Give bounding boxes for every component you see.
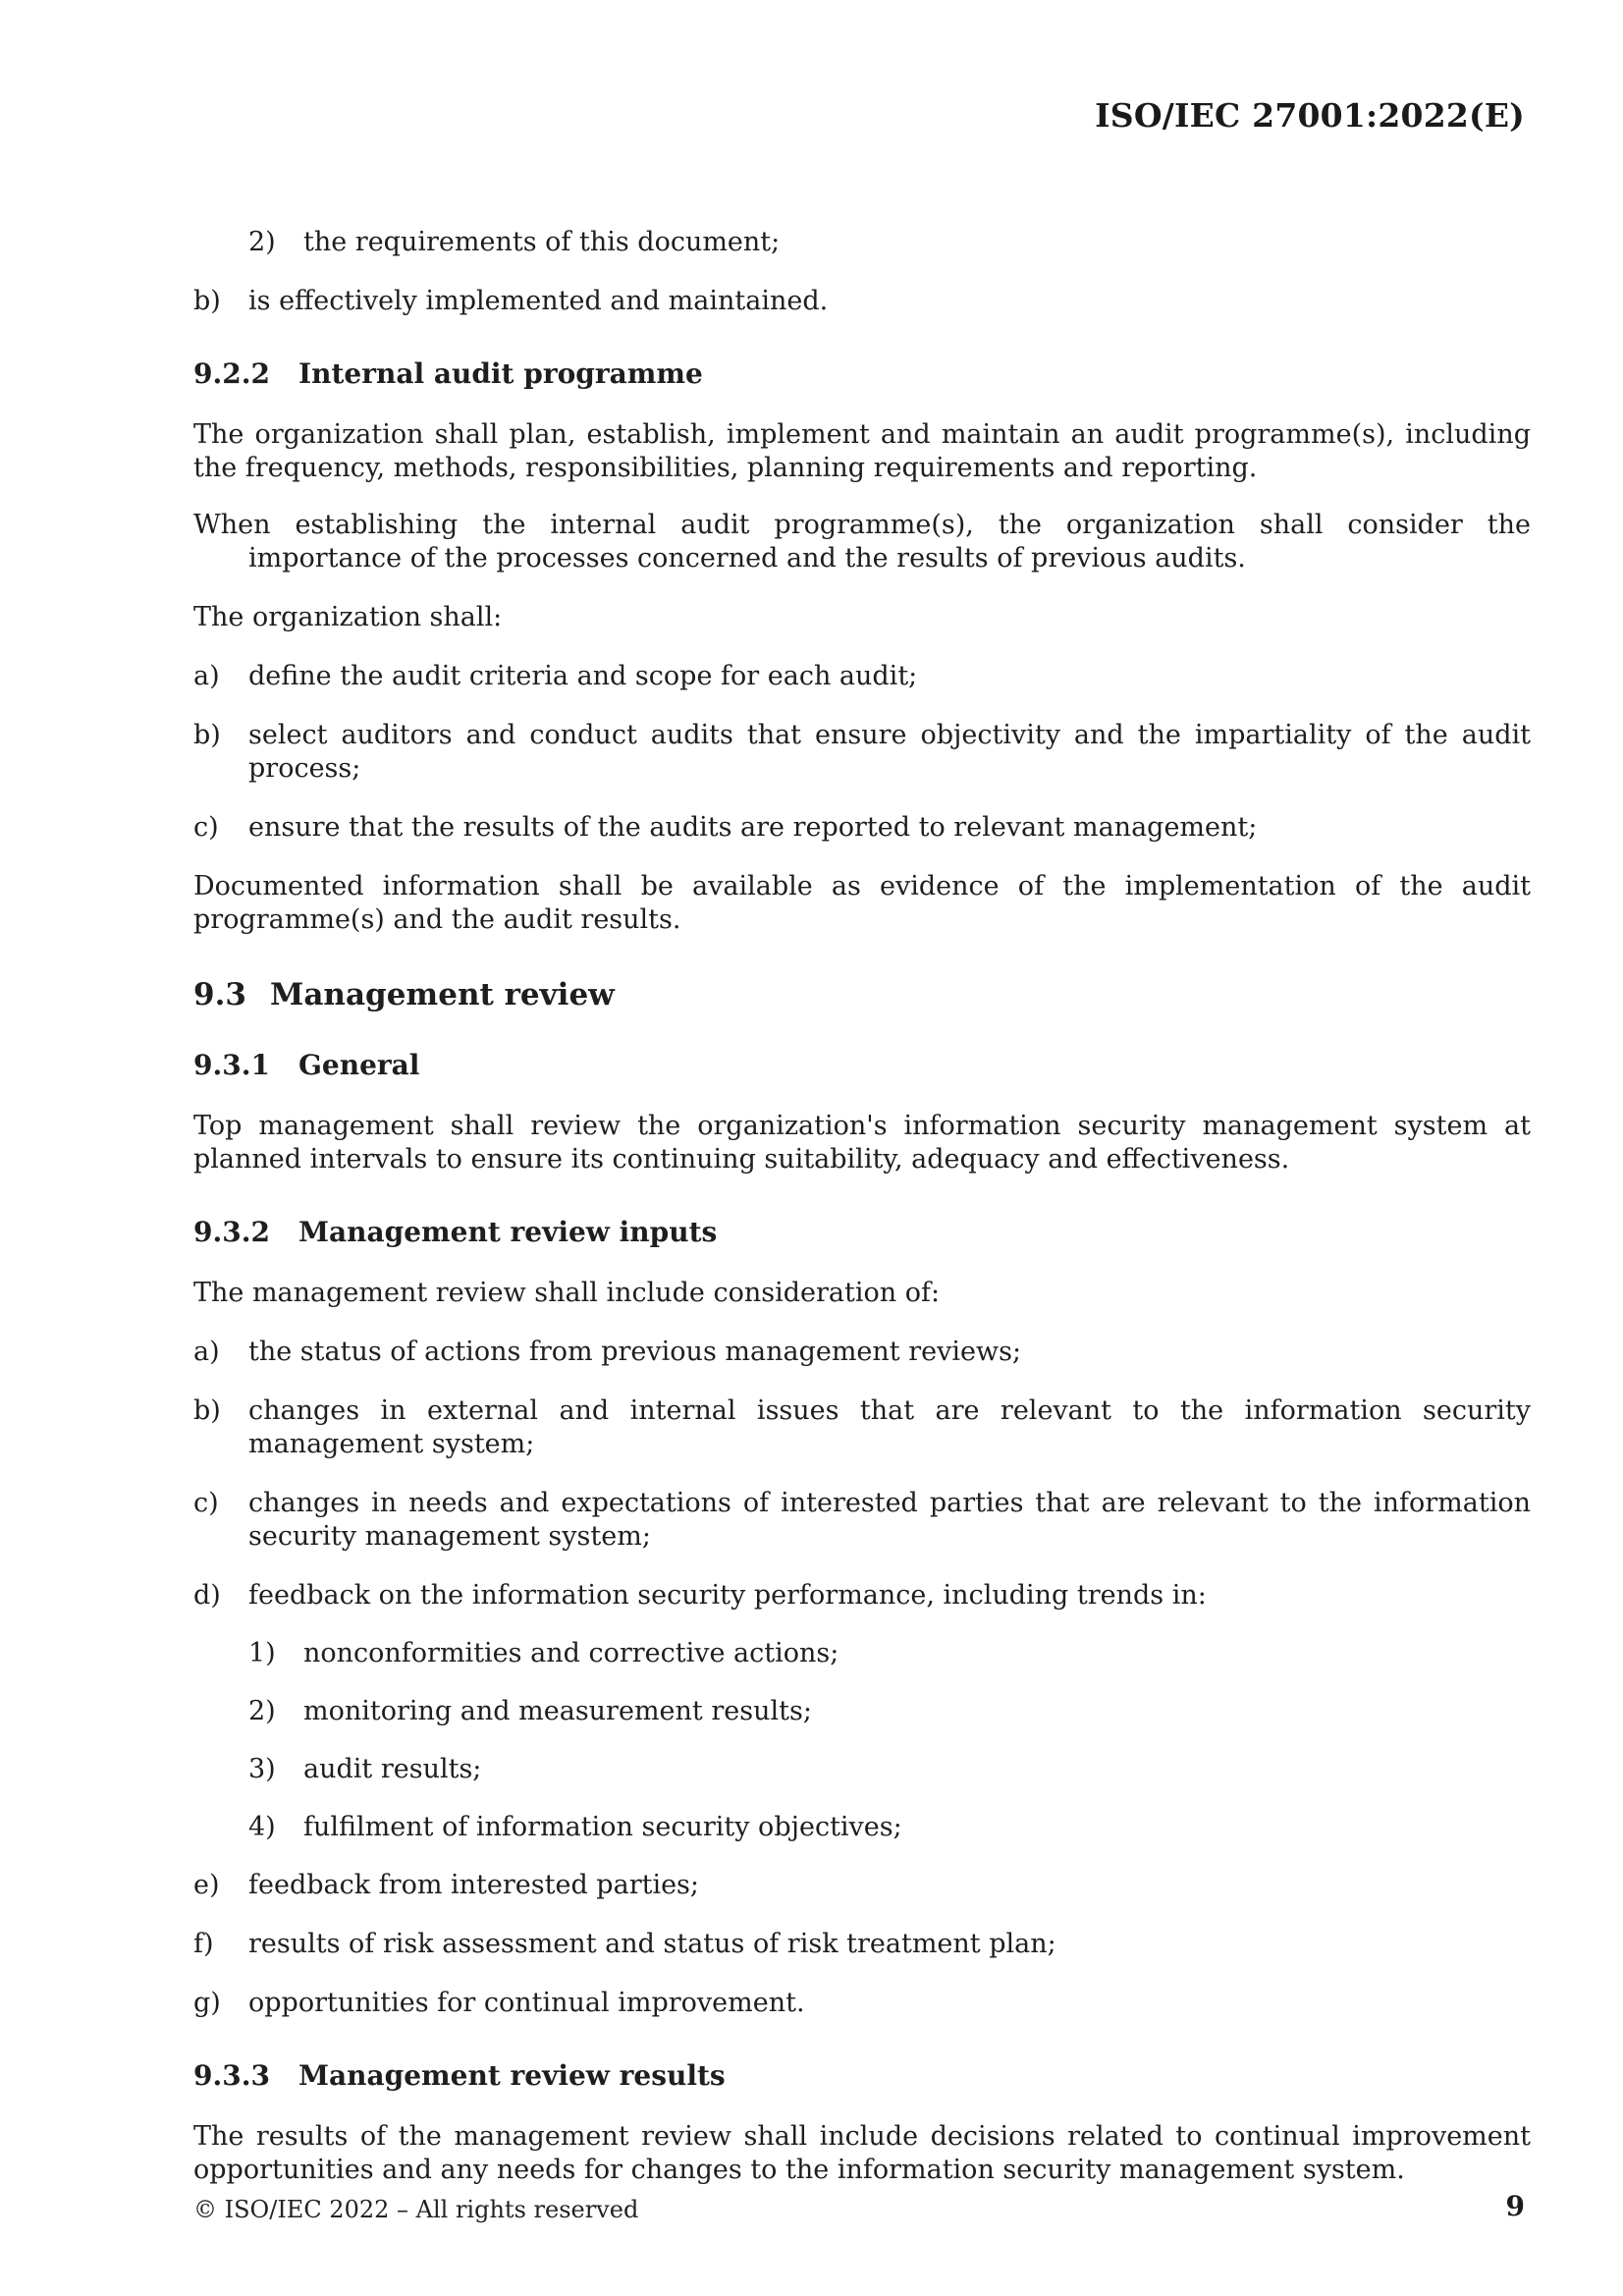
list-item-text: ensure that the results of the audits are reported to relevant management;: [248, 812, 1258, 843]
section-title: Internal audit programme: [298, 357, 703, 390]
section-title: Management review inputs: [298, 1216, 718, 1248]
list-item-text: results of risk assessment and status of risk treatment plan;: [248, 1929, 1056, 1959]
list-item: [193, 1928, 1531, 1961]
paragraph: The organization shall:: [193, 602, 503, 632]
list-item-text: monitoring and measurement results;: [303, 1696, 812, 1726]
list-item-text: the status of actions from previous management reviews;: [248, 1337, 1022, 1367]
list-item: [193, 811, 1531, 845]
list-item-text: feedback from interested parties;: [248, 1870, 700, 1900]
list-item-text: feedback on the information security performance, including trends in:: [248, 1580, 1207, 1611]
section-title: Management review results: [298, 2059, 726, 2092]
list-item: [193, 1394, 1531, 1461]
list-marker: 3): [248, 1754, 276, 1784]
list-item: [193, 1987, 1531, 2020]
list-marker: d): [193, 1580, 221, 1611]
list-item-text: define the audit criteria and scope for each audit;: [248, 661, 918, 691]
sub-list-item: [193, 1637, 1531, 1670]
section-number: 9.3.3: [193, 2059, 270, 2092]
list-marker: 1): [248, 1638, 276, 1668]
section-heading-9-3: [193, 978, 1531, 1011]
document-id-header: ISO/IEC 27001:2022(E): [1095, 96, 1525, 135]
list-marker: f): [193, 1929, 214, 1959]
section-number: 9.2.2: [193, 357, 270, 390]
list-marker: b): [193, 720, 221, 750]
list-marker: b): [193, 286, 221, 316]
list-item-text: changes in external and internal issues that are relevant to the information security management system;: [248, 1395, 1531, 1459]
list-item-text: audit results;: [303, 1754, 482, 1784]
section-title: Management review: [270, 977, 615, 1012]
list-item-text: select auditors and conduct audits that ensure objectivity and the impartiality of the audit process;: [248, 720, 1531, 784]
page-number: 9: [1505, 2190, 1525, 2222]
section-title: General: [298, 1049, 420, 1081]
list-marker: c): [193, 812, 219, 843]
paragraph: The management review shall include consideration of:: [193, 1278, 941, 1308]
sub-list-item: [193, 1811, 1531, 1844]
page-body: [193, 226, 1531, 2187]
list-item-text: opportunities for continual improvement.: [248, 1988, 805, 2018]
section-heading-9-3-3: [193, 2059, 1531, 2093]
sub-list-item: [193, 1695, 1531, 1728]
list-marker: 2): [248, 1696, 276, 1726]
list-item: [193, 1487, 1531, 1554]
list-item-text: nonconformities and corrective actions;: [303, 1638, 839, 1668]
list-marker: 4): [248, 1812, 276, 1842]
list-item: [193, 226, 1531, 259]
list-item: [193, 660, 1531, 693]
copyright-footer: © ISO/IEC 2022 – All rights reserved: [193, 2196, 639, 2223]
section-heading-9-3-2: [193, 1216, 1531, 1249]
list-item-text: is effectively implemented and maintained.: [248, 286, 829, 316]
section-number: 9.3: [193, 977, 246, 1012]
list-item: [193, 719, 1531, 786]
section-heading-9-2-2: [193, 357, 1531, 391]
list-marker: a): [193, 1337, 220, 1367]
paragraph: Top management shall review the organization's information security management system at planned intervals to ensure its continuing suitability, adequacy and effectiveness.: [193, 1111, 1531, 1175]
section-number: 9.3.2: [193, 1216, 270, 1248]
list-item: [193, 1869, 1531, 1902]
list-marker: g): [193, 1988, 221, 2018]
sub-list-item: [193, 1753, 1531, 1786]
paragraph: Documented information shall be available as evidence of the implementation of the audit programme(s) and the audit results.: [193, 871, 1531, 935]
list-item: [193, 1579, 1531, 1613]
list-item: [193, 1336, 1531, 1369]
list-item-text: the requirements of this document;: [303, 227, 781, 257]
list-item-text: fulfilment of information security objectives;: [303, 1812, 902, 1842]
list-marker: a): [193, 661, 220, 691]
list-marker: b): [193, 1395, 221, 1426]
list-marker: e): [193, 1870, 220, 1900]
list-marker: c): [193, 1488, 219, 1518]
list-item-text: changes in needs and expectations of interested parties that are relevant to the information security management system;: [248, 1488, 1531, 1552]
section-heading-9-3-1: [193, 1049, 1531, 1082]
list-item: [193, 285, 1531, 318]
section-number: 9.3.1: [193, 1049, 270, 1081]
list-marker: 2): [248, 227, 276, 257]
paragraph: When establishing the internal audit programme(s), the organization shall consider the importance of the processes concerned and the results of previous audits.: [193, 510, 1531, 574]
paragraph: The organization shall plan, establish, implement and maintain an audit programme(s), including the frequency, methods, responsibilities, planning requirements and reporting.: [193, 419, 1531, 483]
paragraph: The results of the management review shall include decisions related to continual improvement opportunities and any needs for changes to the information security management system.: [193, 2121, 1531, 2185]
